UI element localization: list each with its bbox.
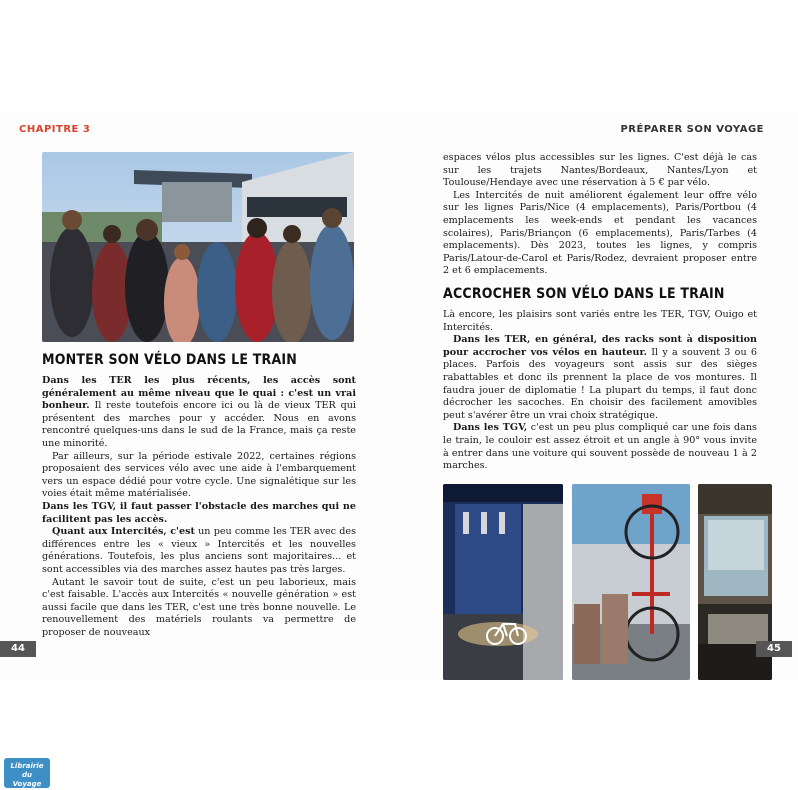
right-column-top <box>443 152 757 278</box>
left-heading: MONTER SON VÉLO DANS LE TRAIN <box>42 352 298 368</box>
librairie-du-voyage-logo <box>4 758 50 788</box>
ter-bike-rack-photo <box>572 484 690 680</box>
section-header: PRÉPARER SON VOYAGE <box>620 124 764 135</box>
left-p4-text: un peu comme les TER avec des différences entre les « vieux » Intercités et les nouvelles générations. Toutefois, les plus anciens sont majoritaires... et sont accessibles via des marches assez hautes pas très larges. <box>42 526 356 575</box>
logo-line1: Librairie <box>10 762 44 770</box>
right-p3: Là encore, les plaisirs sont variés entre les TER, TGV, Ouigo et Intercités. <box>443 309 757 333</box>
right-p5-bold: Dans les TGV, <box>453 422 528 434</box>
logo-line3: Voyage <box>12 780 42 788</box>
right-column-bottom <box>443 309 757 473</box>
tgv-bike-space-photo <box>443 484 563 680</box>
right-p1: espaces vélos plus accessibles sur les lignes. C'est déjà le cas sur les trajets Nantes/Bordeaux, Nantes/Lyon et Toulouse/Hendaye avec une réservation à 5 € par vélo. <box>443 152 757 189</box>
right-heading: ACCROCHER SON VÉLO DANS LE TRAIN <box>443 286 725 302</box>
right-p4-bold: Dans les TER, en général, des racks sont à disposition pour accrocher vos vélos en hauteur. <box>443 334 757 358</box>
left-p1-text: Il reste toutefois encore ici ou là de vieux TER qui présentent des marches pour y accéder. Nous en avons rencontré quelques-uns dans le sud de la France, mais ça reste une minorité. <box>42 400 356 449</box>
left-p3-bold: Dans les TGV, il faut passer l'obstacle des marches qui ne facilitent pas les accès. <box>42 500 356 525</box>
left-column <box>42 375 356 639</box>
page-number-right: 45 <box>756 641 792 657</box>
right-p5-text: c'est un peu plus compliqué car une fois dans le train, le couloir est assez étroit et un angle à 90° vous invite à entrer dans une voiture qui souvent possède de nouveau 1 à 2 marches. <box>443 422 757 472</box>
left-p4-bold: Quant aux Intercités, c'est <box>52 526 195 538</box>
platform-photo <box>42 152 354 342</box>
left-p2: Par ailleurs, sur la période estivale 2022, certaines régions proposaient des services vélo avec une aide à l'embarquement vers un espace dédié pour votre cycle. Une signalétique sur les voies était même matérialisée. <box>42 450 356 500</box>
page-number-left: 44 <box>0 641 36 657</box>
chapter-header: CHAPITRE 3 <box>19 124 91 135</box>
right-p4-text: Il y a souvent 3 ou 6 places. Parfois des voyageurs sont assis sur des sièges rabattables et donc ils prennent la place de vos montures. Il faudra jouer de diplomatie ! La plupart du temps, il faut donc décrocher les sacoches. En choisir des facilement amovibles peut s'avérer être un vrai choix stratégique. <box>443 346 757 421</box>
left-p1-bold: Dans les TER les plus récents, les accès sont généralement au même niveau que le quai : c'est un vrai bonheur. <box>42 375 356 412</box>
right-p2: Les Intercités de nuit améliorent également leur offre vélo sur les lignes Paris/Nice (4 emplacements), Paris/Portbou (4 emplacements les week-ends et pendant les vacances scolaires), Paris/Briançon (6 emplacements), Paris/Tarbes (4 emplacements). Dès 2023, toutes les lignes, y compris Paris/Latour-de-Carol et Paris/Rodez, devraient proposer entre 2 et 6 emplacements. <box>443 189 757 277</box>
left-p5: Autant le savoir tout de suite, c'est un peu laborieux, mais c'est faisable. L'accès aux Intercités « nouvelle génération » est aussi facile que dans les TER, c'est une très bonne nouvelle. Le renouvellement des matériels roulants va permettre de proposer de nouveaux <box>42 576 356 638</box>
logo-line2: du <box>22 771 32 779</box>
